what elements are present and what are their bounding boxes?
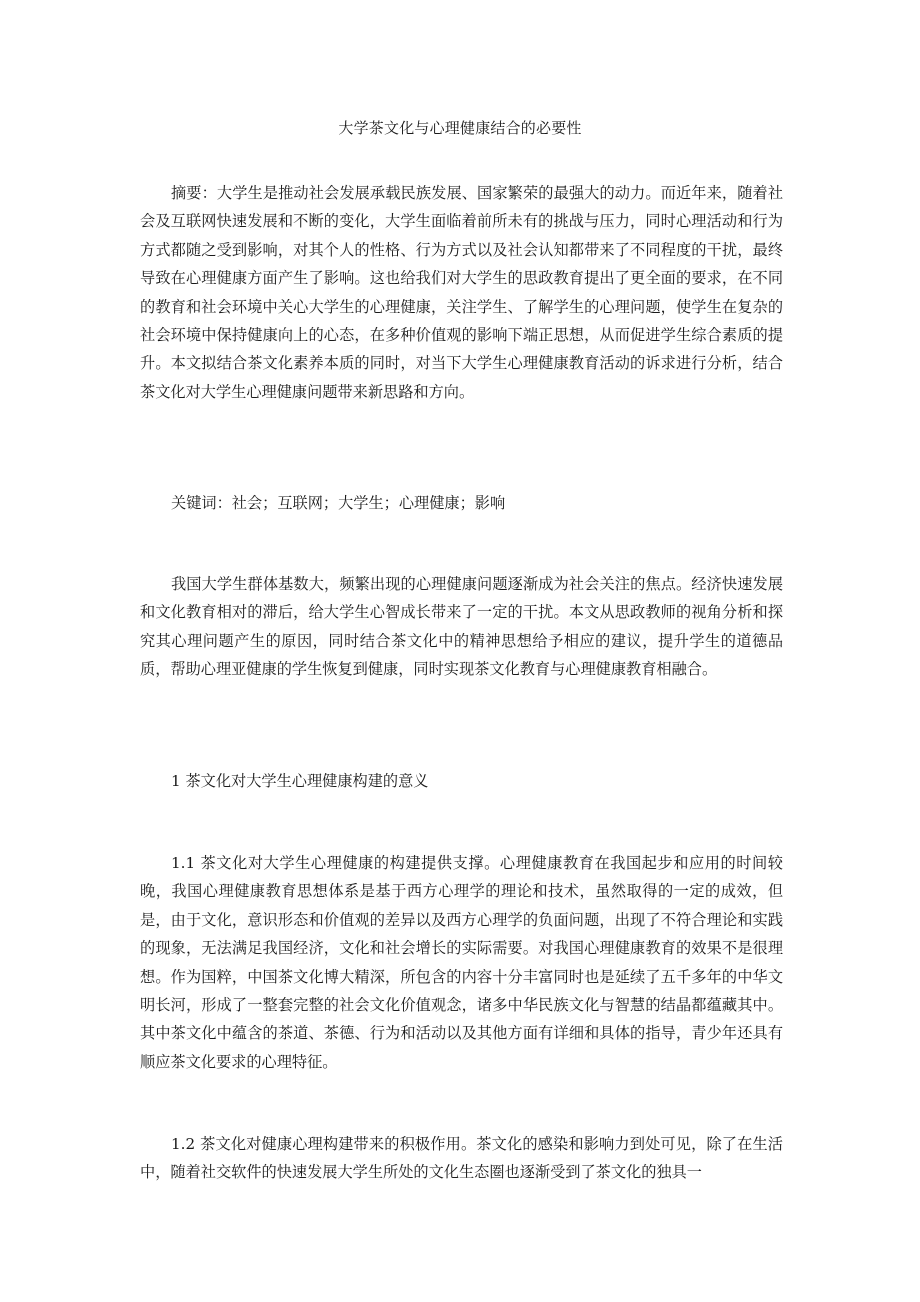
document-title: 大学茶文化与心理健康结合的必要性	[338, 119, 582, 137]
abstract-paragraph: 摘要：大学生是推动社会发展承载民族发展、国家繁荣的最强大的动力。而近年来，随着社会及互联网快速发展和不断的变化，大学生面临着前所未有的挑战与压力，同时心理活动和行为方式都随之受到影响，对其个人的性格、行为方式以及社会认知都带来了不同程度的干扰，最终导致在心理健康方面产生了影响。这也给我们对大学生的思政教育提出了更全面的要求，在不同的教育和社会环境中关心大学生的心理健康，关注学生、了解学生的心理问题，使学生在复杂的社会环境中保持健康向上的心态，在多种价值观的影响下端正思想，从而促进学生综合素质的提升。本文拟结合茶文化素养本质的同时，对当下大学生心理健康教育活动的诉求进行分析，结合茶文化对大学生心理健康问题带来新思路和方向。	[140, 184, 783, 401]
section-1-heading: 1 茶文化对大学生心理健康构建的意义	[171, 772, 429, 790]
intro-paragraph: 我国大学生群体基数大，频繁出现的心理健康问题逐渐成为社会关注的焦点。经济快速发展和文化教育相对的滞后，给大学生心智成长带来了一定的干扰。本文从思政教师的视角分析和探究其心理问题产生的原因，同时结合茶文化中的精神思想给予相应的建议，提升学生的道德品质，帮助心理亚健康的学生恢复到健康，同时实现茶文化教育与心理健康教育相融合。	[140, 575, 783, 679]
section-1-1-paragraph: 1.1 茶文化对大学生心理健康的构建提供支撑。心理健康教育在我国起步和应用的时间较晚，我国心理健康教育思想体系是基于西方心理学的理论和技术，虽然取得的一定的成效，但是，由于文化，意识形态和价值观的差异以及西方心理学的负面问题，出现了不符合理论和实践的现象，无法满足我国经济，文化和社会增长的实际需要。对我国心理健康教育的效果不是很理想。作为国粹，中国茶文化博大精深，所包含的内容十分丰富同时也是延续了五千多年的中华文明长河，形成了一整套完整的社会文化价值观念，诸多中华民族文化与智慧的结晶都蕴藏其中。其中茶文化中蕴含的茶道、茶德、行为和活动以及其他方面有详细和具体的指导，青少年还具有顺应茶文化要求的心理特征。	[140, 854, 783, 1071]
keywords-paragraph: 关键词：社会；互联网；大学生；心理健康；影响	[171, 494, 506, 512]
section-1-2-paragraph: 1.2 茶文化对健康心理构建带来的积极作用。茶文化的感染和影响力到处可见，除了在生活中，随着社交软件的快速发展大学生所处的文化生态圈也逐渐受到了茶文化的独具一	[140, 1135, 783, 1182]
